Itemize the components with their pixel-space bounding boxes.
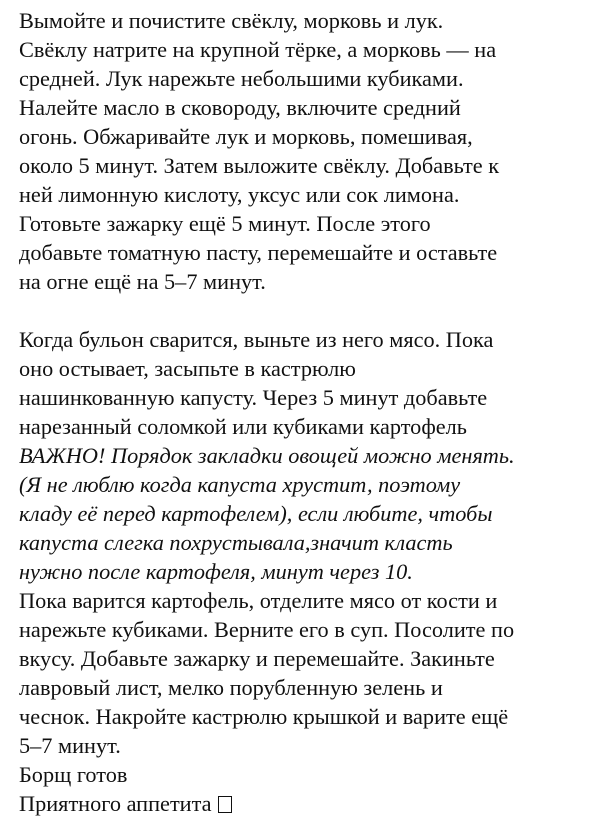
closing-wish: [19, 789, 594, 818]
text-line: оно остывает, засыпьте в кастрюлю: [19, 356, 356, 381]
text-line: ней лимонную кислоту, уксус или сок лимона.: [19, 182, 460, 207]
important-note: [19, 441, 594, 586]
text-line: на огне ещё на 5–7 минут.: [19, 269, 266, 294]
closing-wish-text: Приятного аппетита: [19, 791, 212, 816]
text-line: огонь. Обжаривайте лук и морковь, помешивая,: [19, 124, 473, 149]
note-line: нужно после картофеля, минут через 10.: [19, 559, 413, 584]
text-line: Готовьте зажарку ещё 5 минут. После этого: [19, 211, 431, 236]
text-line: Вымойте и почистите свёклу, морковь и лук.: [19, 8, 444, 33]
text-line: Когда бульон сварится, выньте из него мясо. Пока: [19, 327, 494, 352]
text-line: средней. Лук нарежьте небольшими кубиками.: [19, 66, 464, 91]
closing-ready: Борщ готов: [19, 762, 128, 787]
text-line: нарезанный соломкой или кубиками картофель: [19, 414, 467, 439]
text-line: Свёклу натрите на крупной тёрке, а морковь — на: [19, 37, 497, 62]
paragraph-finish: [19, 586, 594, 760]
note-line: ВАЖНО! Порядок закладки овощей можно менять.: [19, 443, 515, 468]
paragraph-preparation: [19, 6, 594, 296]
recipe-document: [19, 6, 594, 818]
text-line: 5–7 минут.: [19, 733, 121, 758]
text-line: добавьте томатную пасту, перемешайте и оставьте: [19, 240, 498, 265]
paragraph-spacer: [19, 296, 594, 325]
note-line: кладу её перед картофелем), если любите, чтобы: [19, 501, 493, 526]
text-line: около 5 минут. Затем выложите свёклу. Добавьте к: [19, 153, 500, 178]
text-line: вкусу. Добавьте зажарку и перемешайте. Закиньте: [19, 646, 495, 671]
missing-glyph-box-icon: [218, 796, 232, 813]
text-line: нашинкованную капусту. Через 5 минут добавьте: [19, 385, 488, 410]
text-line: чеснок. Накройте кастрюлю крышкой и варите ещё: [19, 704, 509, 729]
note-line: капуста слегка похрустывала,значит класть: [19, 530, 453, 555]
text-line: нарежьте кубиками. Верните его в суп. Посолите по: [19, 617, 515, 642]
text-line: лавровый лист, мелко порубленную зелень и: [19, 675, 443, 700]
text-line: Пока варится картофель, отделите мясо от кости и: [19, 588, 498, 613]
note-line: (Я не люблю когда капуста хрустит, поэтому: [19, 472, 461, 497]
paragraph-broth: [19, 325, 594, 441]
text-line: Налейте масло в сковороду, включите средний: [19, 95, 461, 120]
